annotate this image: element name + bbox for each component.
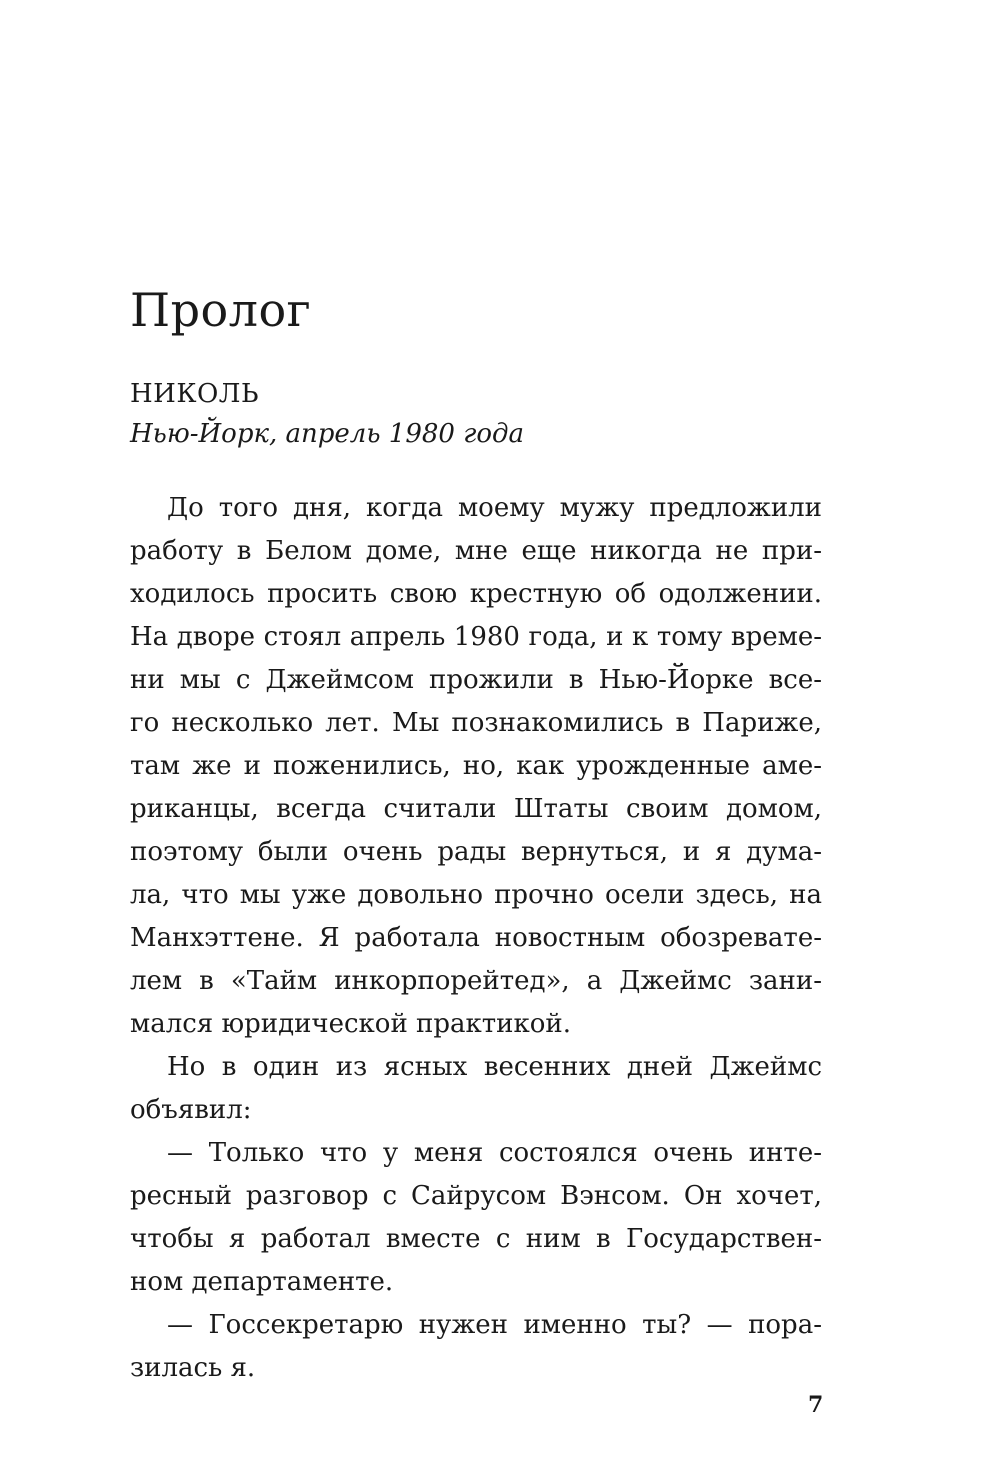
narrator-heading: НИКОЛЬ xyxy=(130,379,260,409)
text-line: ном департаменте. xyxy=(130,1267,394,1297)
text-line: риканцы, всегда считали Штаты своим домом, xyxy=(130,794,822,824)
text-line: поэтому были очень рады вернуться, и я дума- xyxy=(130,837,822,867)
text-line: Манхэттене. Я работала новостным обозревате- xyxy=(130,923,822,953)
text-line: зилась я. xyxy=(130,1353,256,1383)
text-line: ресный разговор с Сайрусом Вэнсом. Он хочет, xyxy=(130,1181,822,1211)
text-line: Но в один из ясных весенних дней Джеймс xyxy=(167,1052,822,1082)
chapter-title: Пролог xyxy=(130,283,312,337)
text-line: чтобы я работал вместе с ним в Государствен- xyxy=(130,1224,822,1254)
text-line: До того дня, когда моему мужу предложили xyxy=(167,493,822,523)
text-line: работу в Белом доме, мне еще никогда не при- xyxy=(130,536,822,566)
text-line: ни мы с Джеймсом прожили в Нью-Йорке все- xyxy=(130,665,822,695)
text-line: лем в «Тайм инкорпорейтед», а Джеймс зани- xyxy=(130,966,822,996)
place-date-subheading: Нью-Йорк, апрель 1980 года xyxy=(130,419,524,449)
text-line: ходилось просить свою крестную об одолжении. xyxy=(130,579,822,609)
text-line: го несколько лет. Мы познакомились в Париже, xyxy=(130,708,822,738)
text-line: там же и поженились, но, как урожденные аме- xyxy=(130,751,822,781)
text-line: На дворе стоял апрель 1980 года, и к тому време- xyxy=(130,622,822,652)
text-line: — Только что у меня состоялся очень инте- xyxy=(167,1138,822,1168)
text-line: ла, что мы уже довольно прочно осели здесь, на xyxy=(130,880,822,910)
page-number: 7 xyxy=(808,1392,824,1418)
text-line: объявил: xyxy=(130,1095,252,1125)
text-line: мался юридической практикой. xyxy=(130,1009,571,1039)
text-line: — Госсекретарю нужен именно ты? — пора- xyxy=(167,1310,822,1340)
